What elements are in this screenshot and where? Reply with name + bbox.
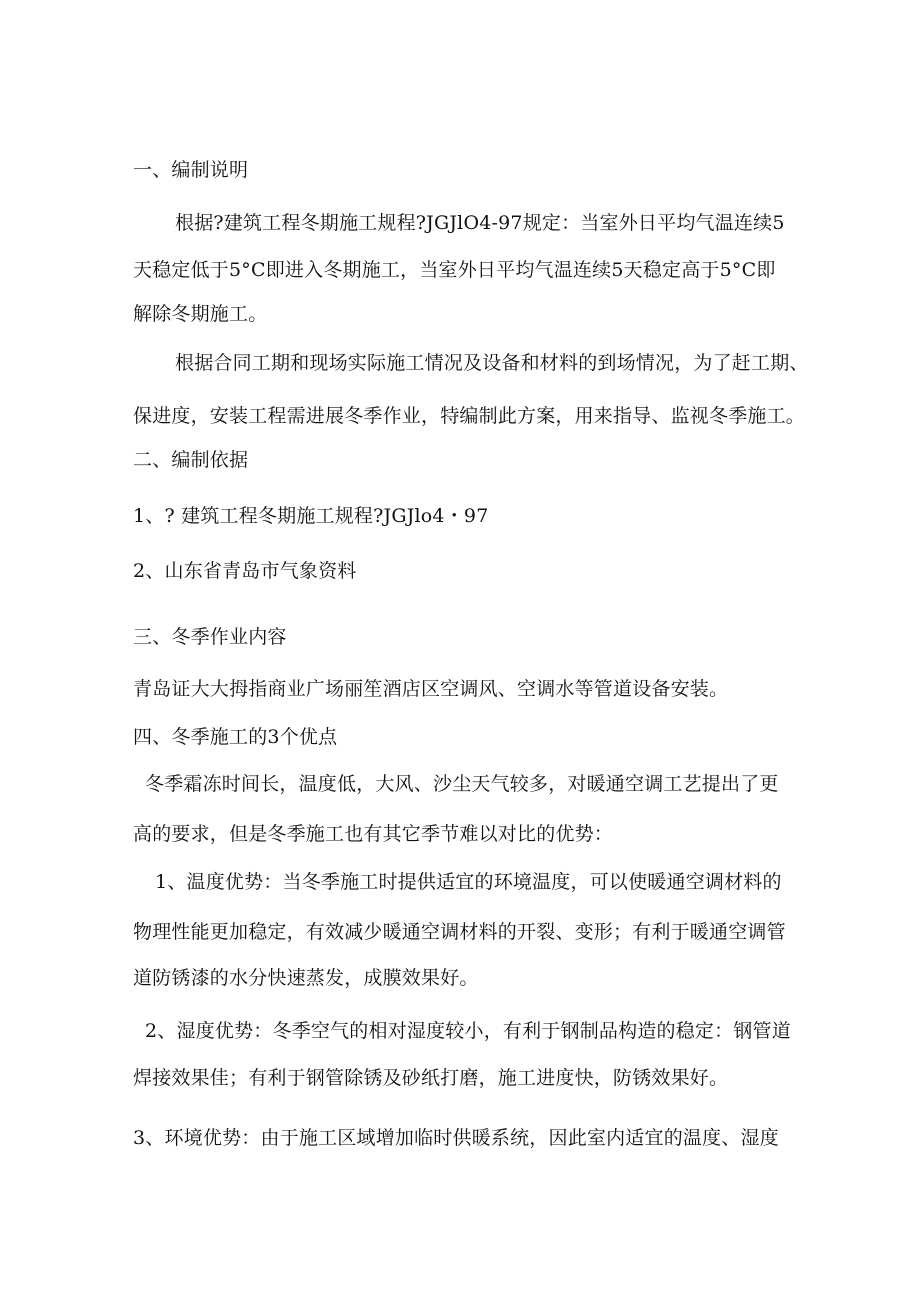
paragraph-line: 天稳定低于5°C即进入冬期施工，当室外日平均气温连续5天稳定高于5°C即 [133, 259, 776, 281]
section-heading-3: 三、冬季作业内容 [133, 626, 287, 648]
paragraph-line: 道防锈漆的水分快速蒸发，成膜效果好。 [133, 967, 479, 989]
paragraph-line: 物理性能更加稳定，有效减少暖通空调材料的开裂、变形；有利于暖通空调管 [133, 921, 786, 943]
paragraph-line: 根据合同工期和现场实际施工情况及设备和材料的到场情况，为了赶工期、 [175, 352, 809, 374]
reference-item: 2、山东省青岛市气象资料 [133, 560, 357, 582]
list-item: 3、环境优势：由于施工区域增加临时供暖系统，因此室内适宜的温度、湿度 [133, 1127, 779, 1149]
paragraph-line: 高的要求，但是冬季施工也有其它季节难以对比的优势： [133, 823, 614, 845]
section-heading-2: 二、编制依据 [133, 449, 249, 471]
paragraph-line: 青岛证大大拇指商业广场丽笙酒店区空调风、空调水等管道设备安装。 [133, 678, 729, 700]
list-item: 1、温度优势：当冬季施工时提供适宜的环境温度，可以使暖通空调材料的 [155, 871, 782, 893]
paragraph-line: 根据?建筑工程冬期施工规程?JGJlO4-97规定：当室外日平均气温连续5 [175, 212, 785, 234]
paragraph-line: 保进度，安装工程需进展冬季作业，特编制此方案，用来指导、监视冬季施工。 [133, 405, 806, 427]
section-heading-4: 四、冬季施工的3个优点 [133, 726, 338, 748]
paragraph-line: 解除冬期施工。 [133, 303, 268, 325]
list-item: 2、湿度优势：冬季空气的相对湿度较小，有利于钢制品构造的稳定：钢管道 [145, 1020, 791, 1042]
paragraph-line: 冬季霜冻时间长，温度低，大风、沙尘天气较多，对暖通空调工艺提出了更 [145, 773, 779, 795]
section-heading-1: 一、编制说明 [133, 159, 249, 181]
paragraph-line: 焊接效果佳；有利于钢管除锈及砂纸打磨，施工进度快，防锈效果好。 [133, 1067, 729, 1089]
reference-item: 1、? 建筑工程冬期施工规程?JGJlo4・97 [133, 505, 489, 527]
